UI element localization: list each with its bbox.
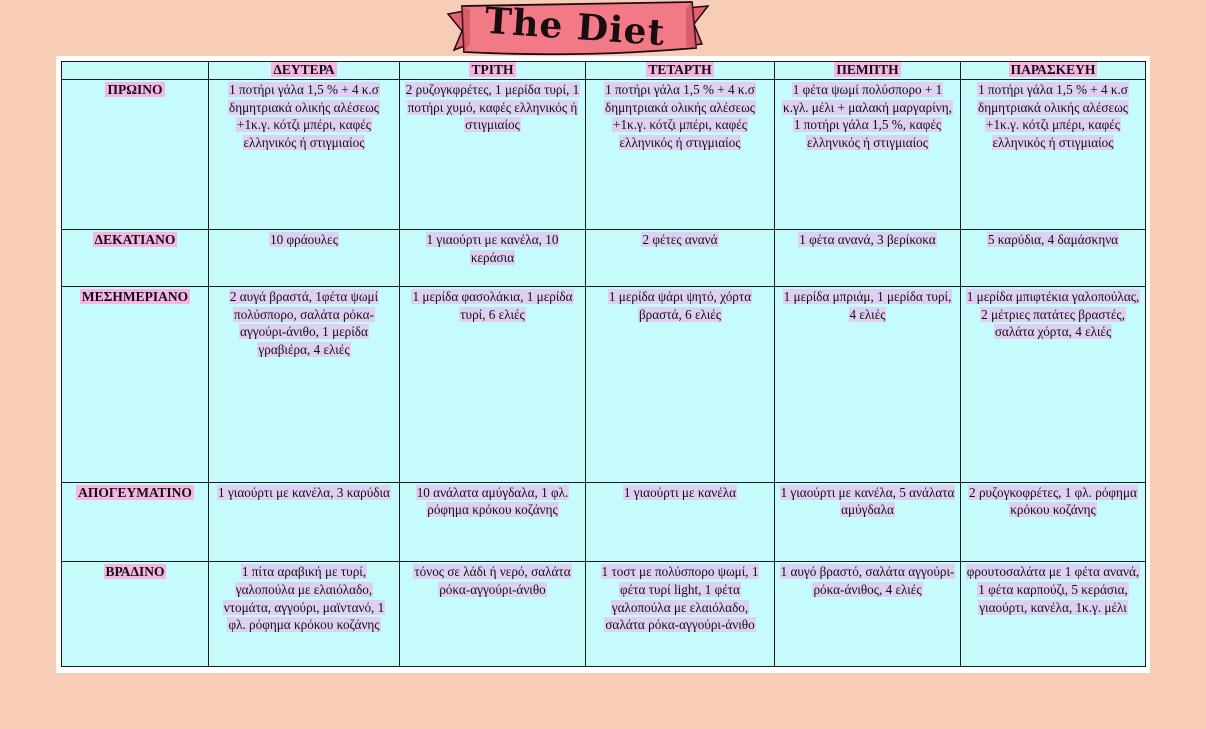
day-header-monday: ΔΕΥΤΕΡΑ: [209, 62, 400, 80]
meal-cell: 5 καρύδια, 4 δαμάσκηνα: [961, 230, 1146, 287]
table-row-dinner: [62, 562, 1146, 667]
header-row: [62, 62, 1146, 80]
meal-cell: 2 αυγά βραστά, 1φέτα ψωμί πολύσπορο, σαλάτα ρόκα-αγγούρι-άνιθο, 1 μερίδα γραβιέρα, 4 ελιές: [209, 287, 400, 483]
meal-cell: 1 ποτήρι γάλα 1,5 % + 4 κ.σ δημητριακά ολικής αλέσεως +1κ.γ. κότζι μπέρι, καφές ελληνικός ή στιγμιαίος: [586, 80, 775, 230]
meal-label-snack-afternoon: ΑΠΟΓΕΥΜΑΤΙΝΟ: [62, 482, 209, 562]
meal-cell: 1 αυγό βραστό, σαλάτα αγγούρι-ρόκα-άνιθος, 4 ελιές: [775, 562, 961, 667]
meal-cell: 2 φέτες ανανά: [586, 230, 775, 287]
meal-cell: 1 γιαούρτι με κανέλα, 10 κεράσια: [400, 230, 586, 287]
meal-cell: 1 μερίδα μπιφτέκια γαλοπούλας, 2 μέτριες πατάτες βραστές, σαλάτα χόρτα, 4 ελιές: [961, 287, 1146, 483]
page-title: The Diet: [483, 0, 667, 55]
table-row-breakfast: [62, 80, 1146, 230]
meal-cell: 1 γιαούρτι με κανέλα, 5 ανάλατα αμύγδαλα: [775, 482, 961, 562]
meal-cell: τόνος σε λάδι ή νερό, σαλάτα ρόκα-αγγούρι-άνιθο: [400, 562, 586, 667]
meal-cell: 1 μερίδα μπριάμ, 1 μερίδα τυρί, 4 ελιές: [775, 287, 961, 483]
meal-cell: 1 γιαούρτι με κανέλα: [586, 482, 775, 562]
meal-cell: 1 μερίδα φασολάκια, 1 μερίδα τυρί, 6 ελιές: [400, 287, 586, 483]
day-header-wednesday: ΤΕΤΑΡΤΗ: [586, 62, 775, 80]
meal-cell: 10 φράουλες: [209, 230, 400, 287]
meal-cell: 10 ανάλατα αμύγδαλα, 1 φλ. ρόφημα κρόκου κοζάνης: [400, 482, 586, 562]
corner-cell: [62, 62, 209, 80]
meal-cell: 1 γιαούρτι με κανέλα, 3 καρύδια: [209, 482, 400, 562]
meal-cell: φρουτοσαλάτα με 1 φέτα ανανά, 1 φέτα καρπούζι, 5 κεράσια, γιαούρτι, κανέλα, 1κ.γ. μέλι: [961, 562, 1146, 667]
meal-cell: 1 μερίδα ψάρι ψητό, χόρτα βραστά, 6 ελιές: [586, 287, 775, 483]
meal-cell: 1 φέτα ανανά, 3 βερίκοκα: [775, 230, 961, 287]
meal-cell: 1 ποτήρι γάλα 1,5 % + 4 κ.σ δημητριακά ολικής αλέσεως +1κ.γ. κότζι μπέρι, καφές ελληνικός ή στιγμιαίος: [209, 80, 400, 230]
meal-label-breakfast: ΠΡΩΙΝΟ: [62, 80, 209, 230]
diet-table: [61, 61, 1146, 667]
meal-cell: 1 τοστ με πολύσπορο ψωμί, 1 φέτα τυρί light, 1 φέτα γαλοπούλα με ελαιόλαδο, σαλάτα ρόκα-αγγούρι-άνιθο: [586, 562, 775, 667]
table-row-snack-morning: [62, 230, 1146, 287]
meal-cell: 2 ρυζογκφρέτες, 1 μερίδα τυρί, 1 ποτήρι χυμό, καφές ελληνικός ή στιγμιαίος: [400, 80, 586, 230]
day-header-tuesday: ΤΡΙΤΗ: [400, 62, 586, 80]
table-row-lunch: [62, 287, 1146, 483]
meal-cell: 1 ποτήρι γάλα 1,5 % + 4 κ.σ δημητριακά ολικής αλέσεως +1κ.γ. κότζι μπέρι, καφές ελληνικός ή στιγμιαίος: [961, 80, 1146, 230]
day-header-thursday: ΠΕΜΠΤΗ: [775, 62, 961, 80]
day-header-friday: ΠΑΡΑΣΚΕΥΗ: [961, 62, 1146, 80]
meal-cell: 2 ρυζογκοφρέτες, 1 φλ. ρόφημα κρόκου κοζάνης: [961, 482, 1146, 562]
meal-label-lunch: ΜΕΣΗΜΕΡΙΑΝΟ: [62, 287, 209, 483]
table-row-snack-afternoon: [62, 482, 1146, 562]
meal-label-snack-morning: ΔΕΚΑΤΙΑΝΟ: [62, 230, 209, 287]
meal-cell: 1 πίτα αραβική με τυρί, γαλοπούλα με ελαιόλαδο, ντομάτα, αγγούρι, μαϊντανό, 1 φλ. ρόφημα κρόκου κοζάνης: [209, 562, 400, 667]
meal-label-dinner: ΒΡΑΔΙΝΟ: [62, 562, 209, 667]
meal-cell: 1 φέτα ψωμί πολύσπορο + 1 κ.γλ. μέλι + μαλακή μαργαρίνη, 1 ποτήρι γάλα 1,5 %, καφές ελληνικός ή στιγμιαίος: [775, 80, 961, 230]
